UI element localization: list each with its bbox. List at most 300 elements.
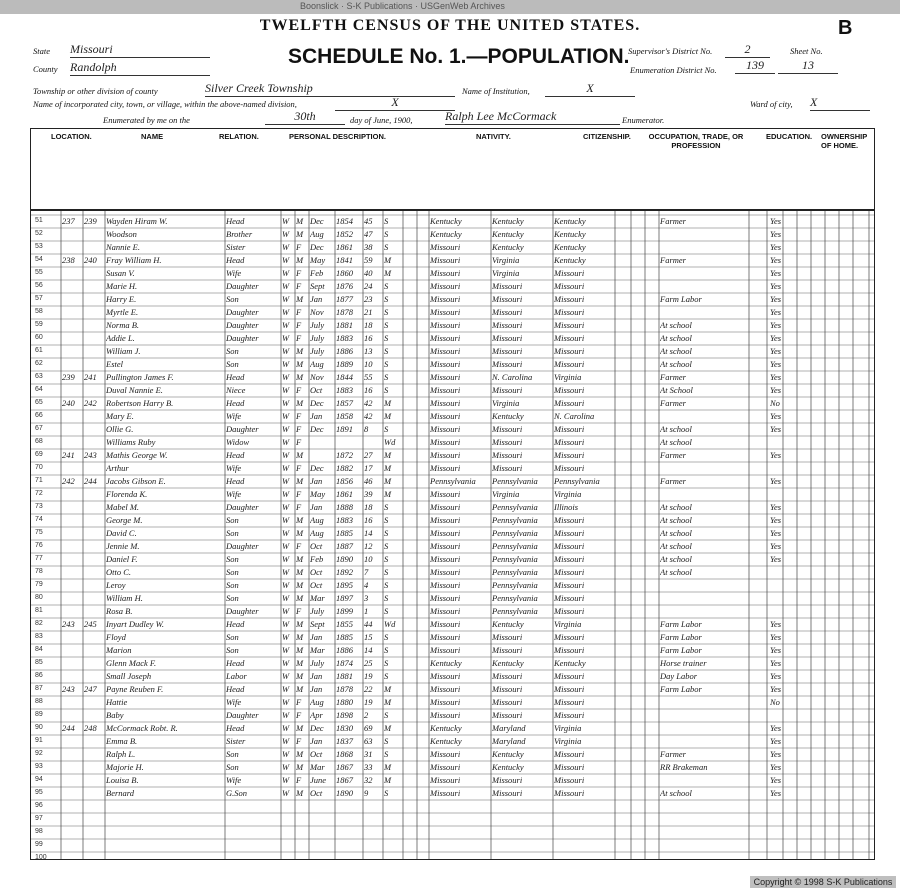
cell-father: Virginia xyxy=(492,268,520,278)
cell-birth: Missouri xyxy=(430,684,461,694)
cell-birth: Missouri xyxy=(430,697,461,707)
cell-year: 1860 xyxy=(336,268,353,278)
cell-name: Mathis George W. xyxy=(106,450,168,460)
cell-col: W xyxy=(282,606,290,616)
cell-name: Fray William H. xyxy=(106,255,162,265)
cell-rel: Head xyxy=(226,476,245,486)
cell-month: July xyxy=(310,346,325,356)
cell-name: Inyart Dudley W. xyxy=(106,619,164,629)
cell-mar: S xyxy=(384,359,389,369)
line-number: 77 xyxy=(35,555,43,562)
cell-father: Pennsylvania xyxy=(492,567,538,577)
cell-col: W xyxy=(282,684,290,694)
cell-edu: Yes xyxy=(770,736,782,746)
cell-mar: S xyxy=(384,307,389,317)
cell-mother: Missouri xyxy=(554,424,585,434)
cell-father: Missouri xyxy=(492,333,523,343)
cell-rel: Head xyxy=(226,372,245,382)
cell-mother: Virginia xyxy=(554,372,582,382)
cell-year: 1856 xyxy=(336,476,353,486)
cell-mar: S xyxy=(384,216,389,226)
cell-father: Pennsylvania xyxy=(492,541,538,551)
line-number: 60 xyxy=(35,334,43,341)
cell-col: W xyxy=(282,346,290,356)
cell-birth: Missouri xyxy=(430,372,461,382)
township-value: Silver Creek Township xyxy=(205,81,455,97)
cell-sex: F xyxy=(296,736,302,746)
enumerated-day: 30th xyxy=(265,109,345,125)
cell-rel: Son xyxy=(226,632,239,642)
cell-age: 12 xyxy=(364,541,373,551)
cell-year: 1837 xyxy=(336,736,353,746)
cell-age: 14 xyxy=(364,645,373,655)
cell-edu: Yes xyxy=(770,619,782,629)
line-number: 94 xyxy=(35,776,43,783)
cell-occ: At school xyxy=(660,554,692,564)
cell-sex: M xyxy=(296,476,304,486)
cell-birth: Missouri xyxy=(430,749,461,759)
cell-year: 1852 xyxy=(336,229,353,239)
cell-father: Missouri xyxy=(492,775,523,785)
cell-name: Duval Nannie E. xyxy=(106,385,163,395)
cell-sex: F xyxy=(296,606,302,616)
cell-birth: Missouri xyxy=(430,385,461,395)
cell-edu: Yes xyxy=(770,294,782,304)
cell-name: George M. xyxy=(106,515,143,525)
line-number: 61 xyxy=(35,347,43,354)
cell-rel: Head xyxy=(226,723,245,733)
cell-month: Jan xyxy=(310,502,323,512)
cell-age: 33 xyxy=(364,762,373,772)
cell-mother: Missouri xyxy=(554,515,585,525)
cell-sex: F xyxy=(296,541,302,551)
cell-age: 47 xyxy=(364,229,373,239)
cell-father: Missouri xyxy=(492,359,523,369)
cell-age: 19 xyxy=(364,697,373,707)
cell-year: 1874 xyxy=(336,658,353,668)
line-number: 79 xyxy=(35,581,43,588)
cell-rel: Wife xyxy=(226,268,242,278)
cell-mar: S xyxy=(384,593,389,603)
cell-occ: At school xyxy=(660,788,692,798)
cell-mar: S xyxy=(384,632,389,642)
line-number: 51 xyxy=(35,217,43,224)
cell-col: W xyxy=(282,554,290,564)
cell-name: Marion xyxy=(106,645,132,655)
cell-rel: Wife xyxy=(226,775,242,785)
cell-year: 1854 xyxy=(336,216,353,226)
cell-col: W xyxy=(282,307,290,317)
cell-name: Rosa B. xyxy=(106,606,133,616)
cell-father: Kentucky xyxy=(492,619,524,629)
cell-father: Pennsylvania xyxy=(492,554,538,564)
cell-birth: Missouri xyxy=(430,580,461,590)
cell-sex: M xyxy=(296,515,304,525)
cell-father: Maryland xyxy=(492,736,526,746)
cell-mar: Wd xyxy=(384,437,396,447)
line-number: 62 xyxy=(35,360,43,367)
cell-rel: Widow xyxy=(226,437,250,447)
cell-age: 15 xyxy=(364,632,373,642)
cell-name: Glenn Mack F. xyxy=(106,658,157,668)
line-number: 99 xyxy=(35,841,43,848)
cell-birth: Missouri xyxy=(430,554,461,564)
cell-year: 1878 xyxy=(336,307,353,317)
cell-name: Daniel F. xyxy=(106,554,138,564)
cell-mar: M xyxy=(384,268,392,278)
cell-edu: Yes xyxy=(770,749,782,759)
cell-col: W xyxy=(282,450,290,460)
cell-birth: Pennsylvania xyxy=(430,476,476,486)
cell-edu: Yes xyxy=(770,541,782,551)
cell-birth: Kentucky xyxy=(430,736,462,746)
cell-month: Oct xyxy=(310,541,323,551)
cell-name: Woodson xyxy=(106,229,137,239)
cell-col: W xyxy=(282,320,290,330)
cell-name: Ollie G. xyxy=(106,424,134,434)
cell-month: Oct xyxy=(310,567,323,577)
line-number: 68 xyxy=(35,438,43,445)
cell-occ: At school xyxy=(660,528,692,538)
state-label: State xyxy=(33,46,50,56)
cell-year: 1890 xyxy=(336,788,353,798)
cell-father: Missouri xyxy=(492,307,523,317)
cell-father: N. Carolina xyxy=(492,372,533,382)
line-number: 75 xyxy=(35,529,43,536)
cell-mother: Missouri xyxy=(554,632,585,642)
cell-father: Virginia xyxy=(492,398,520,408)
line-number: 92 xyxy=(35,750,43,757)
cell-birth: Missouri xyxy=(430,619,461,629)
cell-sex: M xyxy=(296,671,304,681)
census-title: TWELFTH CENSUS OF THE UNITED STATES. xyxy=(259,17,641,34)
line-number: 89 xyxy=(35,711,43,718)
city-value: X xyxy=(335,95,455,111)
cell-birth: Missouri xyxy=(430,710,461,720)
cell-rel: Head xyxy=(226,658,245,668)
cell-name: Pullington James F. xyxy=(106,372,174,382)
cell-sex: F xyxy=(296,385,302,395)
cell-year: 1867 xyxy=(336,762,353,772)
cell-name: David C. xyxy=(106,528,137,538)
cell-name: Payne Reuben F. xyxy=(106,684,164,694)
cell-rel: Daughter xyxy=(226,307,259,317)
header-personal: PERSONAL DESCRIPTION. xyxy=(289,132,386,141)
cell-name: Arthur xyxy=(106,463,129,473)
line-number: 84 xyxy=(35,646,43,653)
cell-mother: Kentucky xyxy=(554,255,586,265)
cell-age: 44 xyxy=(364,619,373,629)
cell-age: 16 xyxy=(364,515,373,525)
cell-col: W xyxy=(282,515,290,525)
cell-sex: F xyxy=(296,281,302,291)
cell-month: June xyxy=(310,775,327,785)
cell-age: 27 xyxy=(364,450,373,460)
line-number: 91 xyxy=(35,737,43,744)
cell-age: 8 xyxy=(364,424,369,434)
cell-year: 1861 xyxy=(336,489,353,499)
cell-month: Jan xyxy=(310,736,323,746)
cell-mar: S xyxy=(384,372,389,382)
cell-edu: Yes xyxy=(770,476,782,486)
cell-mar: S xyxy=(384,281,389,291)
cell-rel: Son xyxy=(226,567,239,577)
cell-col: W xyxy=(282,762,290,772)
archive-banner xyxy=(0,0,900,14)
line-number: 53 xyxy=(35,243,43,250)
cell-father: Pennsylvania xyxy=(492,515,538,525)
cell-name: Estel xyxy=(106,359,123,369)
cell-sex: F xyxy=(296,320,302,330)
cell-sex: F xyxy=(296,242,302,252)
cell-col: W xyxy=(282,775,290,785)
cell-month: Jan xyxy=(310,632,323,642)
cell-year: 1855 xyxy=(336,619,353,629)
cell-mar: S xyxy=(384,554,389,564)
cell-rel: Son xyxy=(226,645,239,655)
cell-age: 42 xyxy=(364,398,373,408)
cell-month: Jan xyxy=(310,476,323,486)
cell-rel: Wife xyxy=(226,489,242,499)
cell-rel: Wife xyxy=(226,411,242,421)
county-value: Randolph xyxy=(70,60,210,76)
cell-occ: At School xyxy=(660,385,693,395)
cell-mother: Missouri xyxy=(554,528,585,538)
cell-age: 1 xyxy=(364,606,369,616)
cell-year: 1889 xyxy=(336,359,353,369)
cell-occ: Farmer xyxy=(660,476,686,486)
cell-sex: M xyxy=(296,645,304,655)
cell-mar: M xyxy=(384,684,392,694)
cell-rel: Brother xyxy=(226,229,253,239)
cell-col: W xyxy=(282,619,290,629)
header-relation: RELATION. xyxy=(219,132,259,141)
line-number: 87 xyxy=(35,685,43,692)
city-label: Name of incorporated city, town, or village, within the above-named division, xyxy=(33,99,297,109)
cell-rel: Son xyxy=(226,346,239,356)
sheet-label: Sheet No. xyxy=(790,46,823,56)
cell-month: Dec xyxy=(310,463,324,473)
cell-birth: Missouri xyxy=(430,788,461,798)
cell-mar: S xyxy=(384,749,389,759)
cell-name: Floyd xyxy=(106,632,126,642)
cell-occ: Farm Labor xyxy=(660,294,702,304)
cell-year: 1888 xyxy=(336,502,353,512)
cell-month: Dec xyxy=(310,216,324,226)
cell-birth: Missouri xyxy=(430,242,461,252)
cell-mar: M xyxy=(384,411,392,421)
header-citizenship: CITIZENSHIP. xyxy=(583,132,631,141)
cell-col: W xyxy=(282,658,290,668)
cell-mother: Missouri xyxy=(554,333,585,343)
cell-col: W xyxy=(282,593,290,603)
line-number: 78 xyxy=(35,568,43,575)
cell-birth: Missouri xyxy=(430,593,461,603)
cell-mar: S xyxy=(384,515,389,525)
cell-year: 1877 xyxy=(336,294,353,304)
cell-mar: S xyxy=(384,320,389,330)
cell-name: Norma B. xyxy=(106,320,140,330)
cell-month: Mar xyxy=(310,762,325,772)
cell-age: 10 xyxy=(364,554,373,564)
cell-sex: F xyxy=(296,411,302,421)
cell-mar: S xyxy=(384,294,389,304)
cell-col: W xyxy=(282,411,290,421)
cell-month: Jan xyxy=(310,411,323,421)
cell-birth: Missouri xyxy=(430,268,461,278)
cell-col: W xyxy=(282,697,290,707)
line-number: 95 xyxy=(35,789,43,796)
cell-birth: Missouri xyxy=(430,762,461,772)
cell-mother: Missouri xyxy=(554,645,585,655)
cell-mar: M xyxy=(384,476,392,486)
cell-month: Aug xyxy=(310,359,324,369)
cell-name: Jacobs Gibson E. xyxy=(106,476,166,486)
header-name: NAME xyxy=(141,132,164,141)
cell-mother: Illinois xyxy=(554,502,579,512)
cell-year: 1857 xyxy=(336,398,353,408)
cell-father: Kentucky xyxy=(492,242,524,252)
cell-father: Kentucky xyxy=(492,229,524,239)
cell-age: 39 xyxy=(364,489,373,499)
cell-edu: Yes xyxy=(770,385,782,395)
schedule-letter: B xyxy=(838,17,853,39)
supervisor-value: 2 xyxy=(725,42,770,58)
cell-mar: S xyxy=(384,658,389,668)
cell-rel: Daughter xyxy=(226,424,259,434)
cell-rel: Son xyxy=(226,528,239,538)
line-number: 64 xyxy=(35,386,43,393)
line-number: 67 xyxy=(35,425,43,432)
cell-birth: Missouri xyxy=(430,567,461,577)
cell-mother: Missouri xyxy=(554,580,585,590)
cell-col: W xyxy=(282,463,290,473)
cell-month: Aug xyxy=(310,229,324,239)
cell-sex: F xyxy=(296,268,302,278)
cell-name: Ralph L. xyxy=(106,749,136,759)
cell-sex: M xyxy=(296,346,304,356)
cell-mother: Missouri xyxy=(554,671,585,681)
cell-mother: Missouri xyxy=(554,359,585,369)
cell-occ: Farmer xyxy=(660,372,686,382)
cell-sex: F xyxy=(296,437,302,447)
cell-year: 1880 xyxy=(336,697,353,707)
cell-occ: At school xyxy=(660,541,692,551)
cell-name: Harry E. xyxy=(106,294,137,304)
cell-month: Oct xyxy=(310,749,323,759)
cell-age: 16 xyxy=(364,385,373,395)
cell-rel: Daughter xyxy=(226,320,259,330)
cell-sex: M xyxy=(296,580,304,590)
cell-month: Sept xyxy=(310,281,325,291)
cell-year: 1830 xyxy=(336,723,353,733)
cell-month: Oct xyxy=(310,580,323,590)
cell-mar: S xyxy=(384,645,389,655)
cell-rel: Son xyxy=(226,749,239,759)
line-number: 52 xyxy=(35,230,43,237)
line-number: 98 xyxy=(35,828,43,835)
cell-birth: Kentucky xyxy=(430,658,462,668)
cell-sex: M xyxy=(296,229,304,239)
cell-edu: Yes xyxy=(770,528,782,538)
cell-mar: M xyxy=(384,255,392,265)
cell-occ: Farmer xyxy=(660,216,686,226)
cell-col: W xyxy=(282,723,290,733)
cell-occ: At school xyxy=(660,515,692,525)
cell-father: Missouri xyxy=(492,788,523,798)
cell-father: Maryland xyxy=(492,723,526,733)
line-number: 57 xyxy=(35,295,43,302)
cell-month: Oct xyxy=(310,385,323,395)
cell-mother: Missouri xyxy=(554,749,585,759)
cell-mother: Missouri xyxy=(554,775,585,785)
cell-col: W xyxy=(282,528,290,538)
cell-mar: S xyxy=(384,736,389,746)
cell-sex: M xyxy=(296,619,304,629)
cell-name: Williams Ruby xyxy=(106,437,156,447)
cell-dwell: 244 xyxy=(62,723,75,733)
cell-age: 13 xyxy=(364,346,373,356)
cell-mother: Virginia xyxy=(554,723,582,733)
institution-label: Name of Institution, xyxy=(462,86,530,96)
cell-age: 69 xyxy=(364,723,373,733)
cell-mother: Kentucky xyxy=(554,242,586,252)
cell-rel: Son xyxy=(226,762,239,772)
cell-edu: Yes xyxy=(770,515,782,525)
cell-mar: S xyxy=(384,567,389,577)
cell-col: W xyxy=(282,385,290,395)
cell-mother: N. Carolina xyxy=(554,411,595,421)
cell-age: 38 xyxy=(364,242,373,252)
cell-name: Hattie xyxy=(106,697,128,707)
cell-edu: Yes xyxy=(770,281,782,291)
schedule-heading: SCHEDULE No. 1.—POPULATION. xyxy=(288,45,630,68)
cell-dwell: 242 xyxy=(62,476,75,486)
cell-rel: Daughter xyxy=(226,281,259,291)
enumerated-label: Enumerated by me on the xyxy=(103,115,190,125)
cell-month: Aug xyxy=(310,515,324,525)
cell-col: W xyxy=(282,489,290,499)
cell-birth: Missouri xyxy=(430,645,461,655)
cell-mother: Kentucky xyxy=(554,229,586,239)
cell-father: Missouri xyxy=(492,697,523,707)
cell-year: 1878 xyxy=(336,684,353,694)
cell-name: Robertson Harry B. xyxy=(106,398,174,408)
line-number: 65 xyxy=(35,399,43,406)
cell-rel: Son xyxy=(226,359,239,369)
line-number: 54 xyxy=(35,256,43,263)
cell-dwell: 241 xyxy=(62,450,75,460)
cell-age: 55 xyxy=(364,372,373,382)
cell-rel: Son xyxy=(226,593,239,603)
cell-edu: Yes xyxy=(770,788,782,798)
cell-month: July xyxy=(310,606,325,616)
cell-name: William H. xyxy=(106,593,143,603)
line-number: 90 xyxy=(35,724,43,731)
cell-birth: Missouri xyxy=(430,632,461,642)
cell-edu: Yes xyxy=(770,229,782,239)
cell-father: Pennsylvania xyxy=(492,606,538,616)
cell-mother: Virginia xyxy=(554,619,582,629)
cell-father: Virginia xyxy=(492,489,520,499)
cell-edu: No xyxy=(770,398,780,408)
cell-col: W xyxy=(282,632,290,642)
cell-col: W xyxy=(282,710,290,720)
cell-col: W xyxy=(282,216,290,226)
cell-edu: Yes xyxy=(770,554,782,564)
cell-mar: M xyxy=(384,398,392,408)
cell-fam: 239 xyxy=(84,216,97,226)
